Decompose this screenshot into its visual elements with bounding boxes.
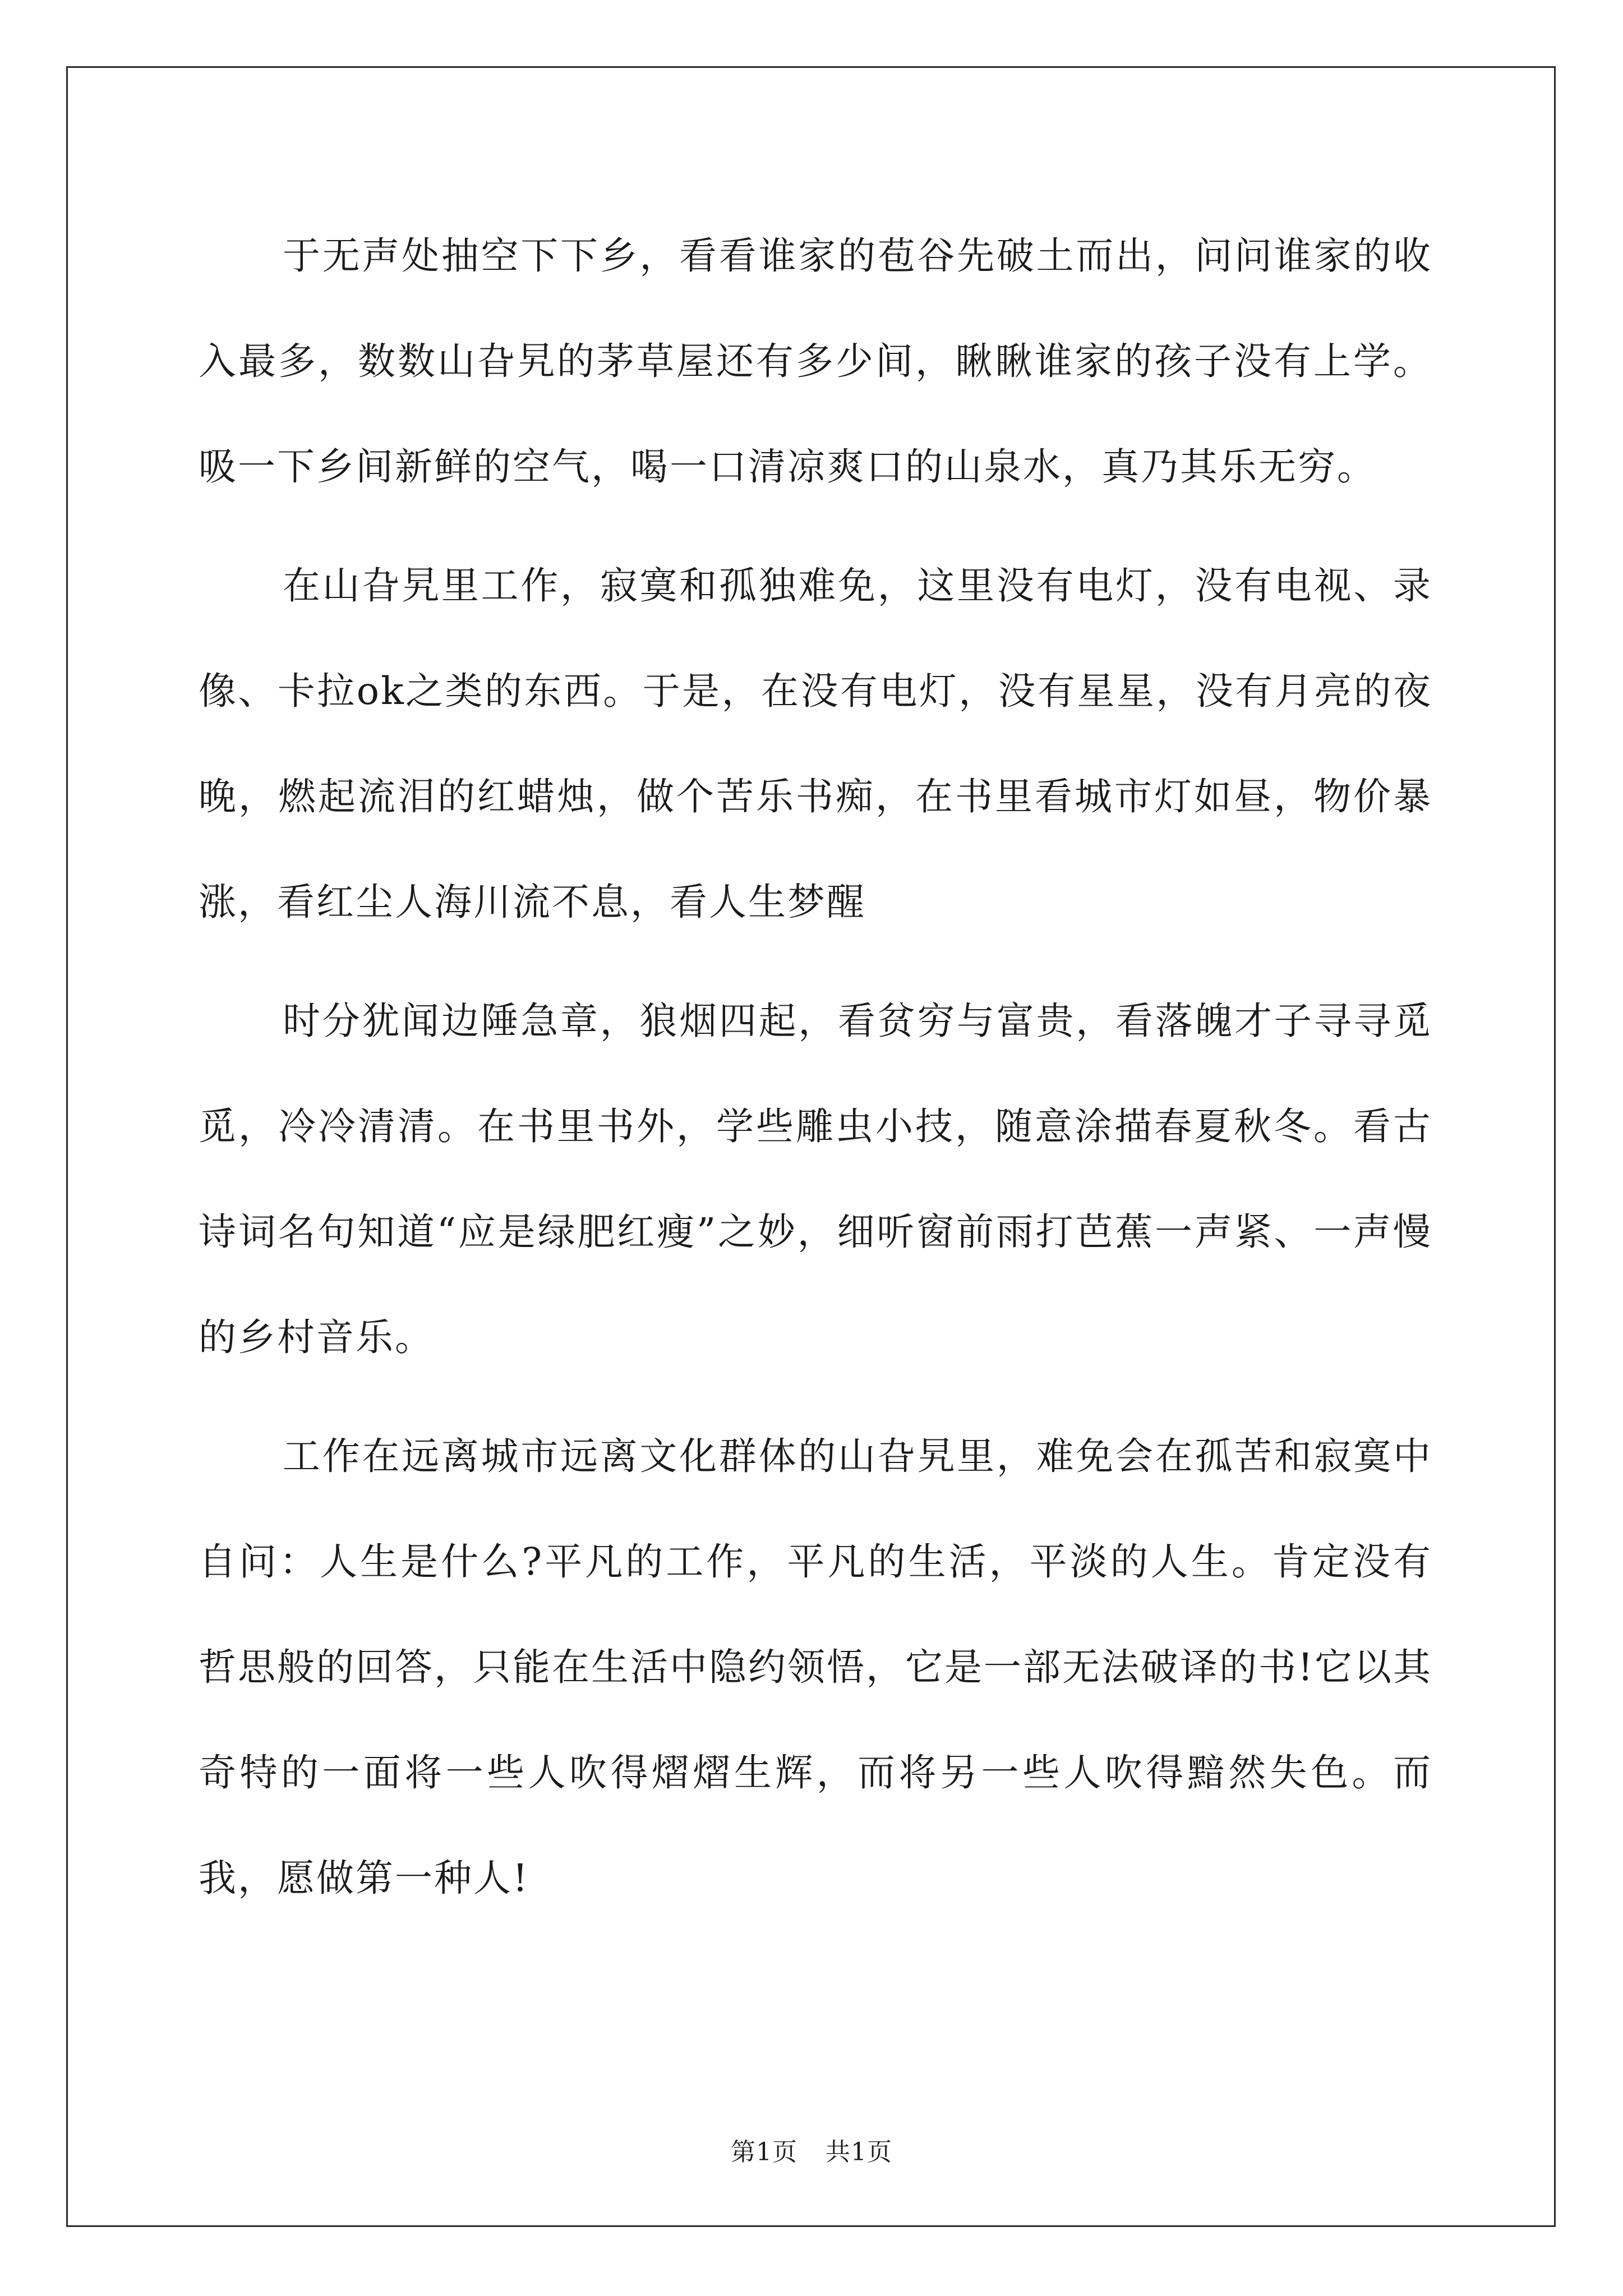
page-number: 第1页 — [731, 2138, 797, 2166]
page-total: 共1页 — [826, 2138, 892, 2166]
paragraph-2: 在山旮旯里工作，寂寞和孤独难免，这里没有电灯，没有电视、录像、卡拉ok之类的东西。于是，在没有电灯，没有星星，没有月亮的夜晚，燃起流泪的红蜡烛，做个苦乐书痴，在书里看城市灯如昼，物价暴涨，看红尘人海川流不息，看人生梦醒 — [199, 564, 1432, 924]
paragraph-1: 于无声处抽空下下乡，看看谁家的苞谷先破土而出，问问谁家的收入最多，数数山旮旯的茅草屋还有多少间，瞅瞅谁家的孩子没有上学。吸一下乡间新鲜的空气，喝一口清凉爽口的山泉水，真乃其乐无穷。 — [199, 234, 1432, 489]
paragraph-3: 时分犹闻边陲急章，狼烟四起，看贫穷与富贵，看落魄才子寻寻觅觅，冷冷清清。在书里书外，学些雕虫小技，随意涂描春夏秋冬。看古诗词名句知道“应是绿肥红瘦”之妙，细听窗前雨打芭蕉一声紧、一声慢的乡村音乐。 — [199, 999, 1432, 1359]
document-body — [199, 203, 1432, 1944]
page-footer — [0, 2132, 1623, 2168]
paragraph-4: 工作在远离城市远离文化群体的山旮旯里，难免会在孤苦和寂寞中自问：人生是什么?平凡的工作，平凡的生活，平淡的人生。肯定没有哲思般的回答，只能在生活中隐约领悟，它是一部无法破译的书!它以其奇特的一面将一些人吹得熠熠生辉，而将另一些人吹得黯然失色。而我，愿做第一种人! — [199, 1434, 1432, 1900]
